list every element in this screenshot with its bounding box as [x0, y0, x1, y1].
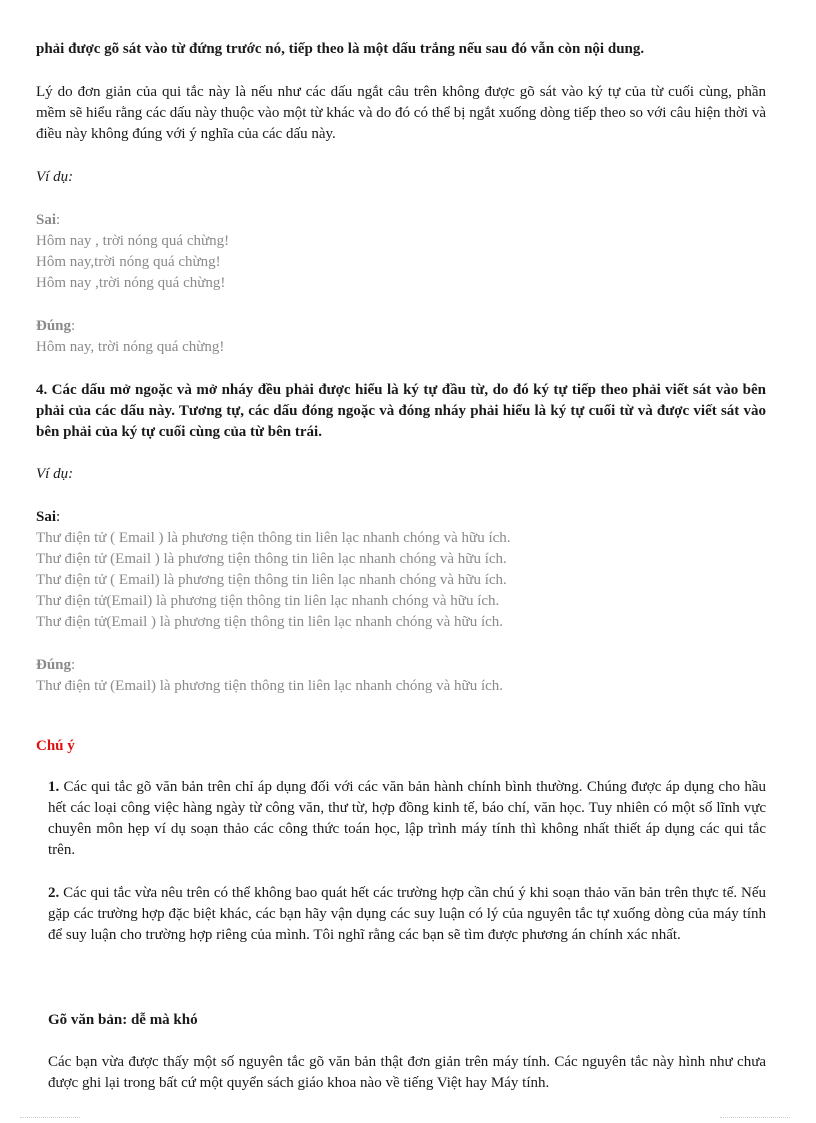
example-1-wrong-2: Hôm nay,trời nóng quá chừng!: [36, 254, 221, 270]
example-2-wrong-label: Sai: [36, 509, 57, 525]
example-1-wrong-1: Hôm nay , trời nóng quá chừng!: [36, 233, 230, 249]
example-1-heading: Ví dụ:: [36, 169, 74, 185]
example-1-right-label: Đúng: [36, 318, 72, 334]
example-2-wrong-5: Thư điện tử(Email ) là phương tiện thông tin liên lạc nhanh chóng và hữu ích.: [36, 614, 504, 630]
example-1-wrong-3: Hôm nay ,trời nóng quá chừng!: [36, 275, 226, 291]
top-line: phải được gõ sát vào từ đứng trước nó, tiếp theo là một dấu trắng nếu sau đó vẫn còn nội dung.: [36, 41, 645, 57]
section-title: Gõ văn bản: dễ mà khó: [48, 1012, 198, 1028]
example-2-right-label: Đúng: [36, 657, 72, 673]
rule-4-paragraph: 4. Các dấu mở ngoặc và mở nháy đều phải được hiểu là ký tự đầu từ, do đó ký tự tiếp theo phải viết sát vào bên phải của các dấu này. Tương tự, các dấu đóng ngoặc và đóng nháy phải hiểu là ký tự cuối từ và được viết sát vào bên phải của ký tự cuối cùng của từ bên trái.: [36, 382, 766, 440]
example-2-wrong-3: Thư điện tử ( Email) là phương tiện thông tin liên lạc nhanh chóng và hữu ích.: [36, 572, 507, 588]
footer-divider-left: [20, 1117, 80, 1118]
example-2-heading: Ví dụ:: [36, 466, 74, 482]
note-title: Chú ý: [36, 738, 75, 754]
note-item-2-text: Các qui tắc vừa nêu trên có thể không bao quát hết các trường hợp cần chú ý khi soạn thảo văn bản trên thực tế. Nếu gặp các trường hợp đặc biệt khác, các bạn hãy vận dụng các suy luận có lý của nguyên tắc tự xuống dòng của máy tính để suy luận cho trường hợp riêng của mình. Tôi nghĩ rằng các bạn sẽ tìm được phương án chính xác nhất.: [48, 885, 766, 943]
note-item-2-number: 2.: [48, 885, 60, 901]
example-2-wrong-2: Thư điện tử (Email ) là phương tiện thông tin liên lạc nhanh chóng và hữu ích.: [36, 551, 507, 567]
example-1-wrong-label: Sai: [36, 212, 57, 228]
note-item-1: [48, 777, 766, 861]
footer-divider-right: [720, 1117, 790, 1118]
example-1-right-label-line: Đúng:: [36, 318, 76, 334]
example-2-wrong-4: Thư điện tử(Email) là phương tiện thông tin liên lạc nhanh chóng và hữu ích.: [36, 593, 500, 609]
section-paragraph: Các bạn vừa được thấy một số nguyên tắc gõ văn bản thật đơn giản trên máy tính. Các nguyên tắc này hình như chưa được ghi lại trong bất cứ một quyển sách giáo khoa nào về tiếng Việt hay Máy tính.: [48, 1054, 766, 1091]
example-2-right-1: Thư điện tử (Email) là phương tiện thông tin liên lạc nhanh chóng và hữu ích.: [36, 678, 504, 694]
note-item-1-text: Các qui tắc gõ văn bản trên chỉ áp dụng đối với các văn bản hành chính bình thường. Chúng được áp dụng cho hầu hết các loại công việc hàng ngày từ công văn, thư từ, hợp đồng kinh tế, báo chí, văn học. Tuy nhiên có một số lĩnh vực chuyên môn hẹp ví dụ soạn thảo các công thức toán học, lập trình máy tính thì không nhất thiết áp dụng các qui tắc trên.: [48, 779, 766, 858]
note-item-2: [48, 883, 766, 946]
example-1-wrong-label-line: Sai:: [36, 212, 61, 228]
example-2-wrong-1: Thư điện tử ( Email ) là phương tiện thông tin liên lạc nhanh chóng và hữu ích.: [36, 530, 511, 546]
example-1-right-1: Hôm nay, trời nóng quá chừng!: [36, 339, 225, 355]
example-2-wrong-label-line: Sai:: [36, 509, 61, 525]
note-item-1-number: 1.: [48, 779, 60, 795]
explanation-paragraph: Lý do đơn giản của qui tắc này là nếu như các dấu ngắt câu trên không được gõ sát vào ký tự của từ cuối cùng, phần mềm sẽ hiểu rằng các dấu này thuộc vào một từ khác và do đó có thể bị ngắt xuống dòng tiếp theo so với câu hiện thời và điều này không đúng với ý nghĩa của các dấu này.: [36, 84, 766, 142]
example-2-right-label-line: Đúng:: [36, 657, 76, 673]
